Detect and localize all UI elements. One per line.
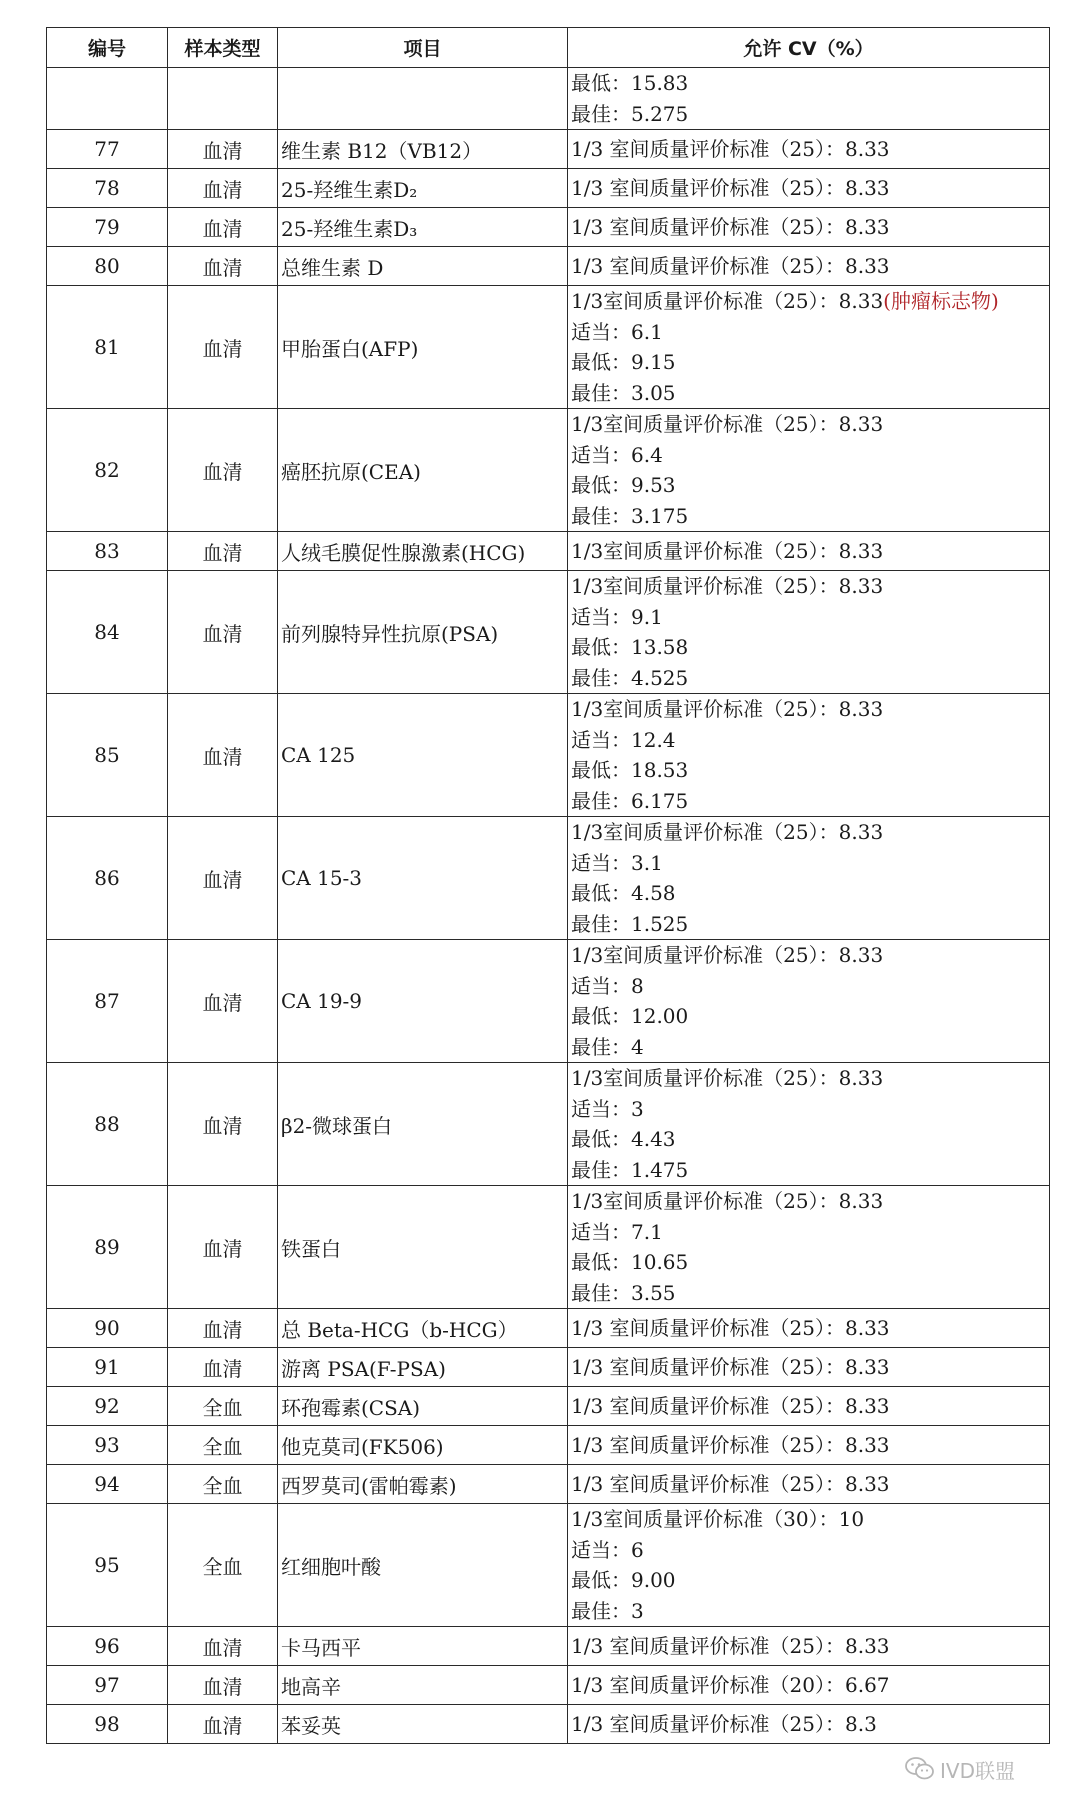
sample-type: 血清 xyxy=(168,532,278,571)
cv-line-text: 最低：13.58 xyxy=(571,635,689,659)
sample-type: 全血 xyxy=(168,1387,278,1426)
header-sample-type: 样本类型 xyxy=(168,28,278,68)
cv-line xyxy=(571,317,1049,348)
table-row xyxy=(47,409,1050,532)
sample-type: 全血 xyxy=(168,1504,278,1627)
item-name: β2-微球蛋白 xyxy=(278,1063,568,1186)
cv-line-text: 最低：9.15 xyxy=(571,350,676,374)
cv-line-text: 1/3 室间质量评价标准（25）：8.33 xyxy=(571,1433,890,1457)
allowed-cv xyxy=(568,940,1050,1063)
cv-table xyxy=(46,27,1050,1744)
sample-type: 血清 xyxy=(168,1348,278,1387)
allowed-cv xyxy=(568,694,1050,817)
cv-line xyxy=(571,532,1049,570)
cv-line xyxy=(571,1705,1049,1743)
item-name: 红细胞叶酸 xyxy=(278,1504,568,1627)
cv-line xyxy=(571,1387,1049,1425)
cv-line xyxy=(571,725,1049,756)
cv-line-text: 1/3 室间质量评价标准（20）：6.67 xyxy=(571,1673,890,1697)
cv-line-text: 最佳：3 xyxy=(571,1598,644,1623)
item-name: 铁蛋白 xyxy=(278,1186,568,1309)
cv-line xyxy=(571,909,1049,940)
cv-line-text: 1/3 室间质量评价标准（25）：8.33 xyxy=(571,176,890,200)
table-row xyxy=(47,1186,1050,1309)
allowed-cv xyxy=(568,1426,1050,1465)
table-row xyxy=(47,169,1050,208)
cv-line-text: 最佳：4.525 xyxy=(571,665,689,690)
cv-line-text: 最低：4.58 xyxy=(571,881,676,905)
sample-type: 血清 xyxy=(168,1309,278,1348)
cv-line-text: 1/3室间质量评价标准（25）：8.33 xyxy=(571,1066,884,1090)
cv-line-text: 1/3室间质量评价标准（25）：8.33 xyxy=(571,697,884,721)
allowed-cv xyxy=(568,1348,1050,1387)
cv-line-text: 适当：6.4 xyxy=(571,442,663,467)
cv-line xyxy=(571,208,1049,246)
row-number: 80 xyxy=(47,247,168,286)
cv-line xyxy=(571,571,1049,602)
item-name: 苯妥英 xyxy=(278,1705,568,1744)
header-item: 项目 xyxy=(278,28,568,68)
table-body xyxy=(47,68,1050,1744)
cv-line xyxy=(571,1426,1049,1464)
cv-line xyxy=(571,1565,1049,1596)
row-number: 87 xyxy=(47,940,168,1063)
cv-line-text: 1/3 室间质量评价标准（25）：8.33 xyxy=(571,1394,890,1418)
cv-line xyxy=(571,1535,1049,1566)
cv-line xyxy=(571,501,1049,532)
cv-line xyxy=(571,1596,1049,1627)
allowed-cv xyxy=(568,532,1050,571)
sample-type: 血清 xyxy=(168,409,278,532)
table-header-row xyxy=(47,28,1050,68)
row-number: 95 xyxy=(47,1504,168,1627)
cv-line xyxy=(571,848,1049,879)
table-row xyxy=(47,694,1050,817)
row-number: 90 xyxy=(47,1309,168,1348)
sample-type: 血清 xyxy=(168,940,278,1063)
table-row xyxy=(47,1705,1050,1744)
cv-line xyxy=(571,1124,1049,1155)
allowed-cv xyxy=(568,409,1050,532)
sample-type: 血清 xyxy=(168,1705,278,1744)
cv-line-text: 1/3 室间质量评价标准（25）：8.3 xyxy=(571,1712,877,1736)
allowed-cv xyxy=(568,68,1050,130)
cv-line xyxy=(571,68,1049,99)
cv-line-text: 1/3 室间质量评价标准（25）：8.33 xyxy=(571,137,890,161)
cv-line-text: 1/3 室间质量评价标准（25）：8.33 xyxy=(571,1634,890,1658)
sample-type: 血清 xyxy=(168,694,278,817)
cv-line xyxy=(571,130,1049,168)
table-row xyxy=(47,1426,1050,1465)
header-allowed-cv: 允许 CV（%） xyxy=(568,28,1050,68)
header-no: 编号 xyxy=(47,28,168,68)
table-row xyxy=(47,571,1050,694)
item-name: 他克莫司(FK506) xyxy=(278,1426,568,1465)
allowed-cv xyxy=(568,1186,1050,1309)
item-name: 游离 PSA(F-PSA) xyxy=(278,1348,568,1387)
table-row xyxy=(47,1666,1050,1705)
table-row xyxy=(47,1309,1050,1348)
allowed-cv xyxy=(568,169,1050,208)
table-row xyxy=(47,286,1050,409)
item-name: CA 15-3 xyxy=(278,817,568,940)
table-row xyxy=(47,247,1050,286)
sample-type: 血清 xyxy=(168,1063,278,1186)
sample-type: 全血 xyxy=(168,1465,278,1504)
item-name: 人绒毛膜促性腺激素(HCG) xyxy=(278,532,568,571)
item-name: 癌胚抗原(CEA) xyxy=(278,409,568,532)
item-name: CA 125 xyxy=(278,694,568,817)
cv-line-text: 最佳：5.275 xyxy=(571,101,689,126)
allowed-cv xyxy=(568,1465,1050,1504)
table-row xyxy=(47,208,1050,247)
cv-line xyxy=(571,1094,1049,1125)
cv-line xyxy=(571,1666,1049,1704)
cv-line xyxy=(571,99,1049,130)
cv-line-text: 适当：7.1 xyxy=(571,1219,663,1244)
item-name: 甲胎蛋白(AFP) xyxy=(278,286,568,409)
allowed-cv xyxy=(568,1063,1050,1186)
row-number: 88 xyxy=(47,1063,168,1186)
allowed-cv xyxy=(568,286,1050,409)
cv-line-text: 适当：9.1 xyxy=(571,604,663,629)
cv-line-text: 最低：4.43 xyxy=(571,1127,676,1151)
cv-line xyxy=(571,1465,1049,1503)
cv-line-text: 最低：18.53 xyxy=(571,758,689,782)
cv-line-text: 适当：8 xyxy=(571,973,644,998)
cv-line-text: 1/3 室间质量评价标准（25）：8.33 xyxy=(571,1472,890,1496)
allowed-cv xyxy=(568,247,1050,286)
cv-line-text: 1/3室间质量评价标准（30）：10 xyxy=(571,1507,865,1531)
cv-line xyxy=(571,602,1049,633)
cv-line xyxy=(571,663,1049,694)
cv-line-text: 最佳：1.525 xyxy=(571,911,689,936)
item-name: 维生素 B12（VB12） xyxy=(278,130,568,169)
cv-line-text: 最佳：4 xyxy=(571,1034,644,1059)
cv-line xyxy=(571,632,1049,663)
sample-type: 血清 xyxy=(168,1666,278,1705)
table-row xyxy=(47,1627,1050,1666)
cv-line-text: 1/3 室间质量评价标准（25）：8.33 xyxy=(571,1316,890,1340)
sample-type: 血清 xyxy=(168,169,278,208)
sample-type: 血清 xyxy=(168,130,278,169)
row-number: 96 xyxy=(47,1627,168,1666)
cv-line xyxy=(571,817,1049,848)
cv-line-text: 最低：10.65 xyxy=(571,1250,689,1274)
cv-line-text: 1/3室间质量评价标准（25）：8.33 xyxy=(571,412,884,436)
cv-line-text: 适当：6.1 xyxy=(571,319,663,344)
cv-line xyxy=(571,786,1049,817)
cv-line xyxy=(571,1627,1049,1665)
row-number: 94 xyxy=(47,1465,168,1504)
table-row xyxy=(47,130,1050,169)
sample-type: 血清 xyxy=(168,1186,278,1309)
allowed-cv xyxy=(568,1705,1050,1744)
allowed-cv xyxy=(568,1309,1050,1348)
table-row xyxy=(47,532,1050,571)
sample-type: 血清 xyxy=(168,571,278,694)
cv-line-text: 最佳：3.55 xyxy=(571,1280,676,1305)
sample-type: 血清 xyxy=(168,208,278,247)
item-name xyxy=(278,68,568,130)
cv-line-text: 最佳：3.175 xyxy=(571,503,689,528)
cv-line xyxy=(571,1348,1049,1386)
row-number: 91 xyxy=(47,1348,168,1387)
cv-line-text: 1/3室间质量评价标准（25）：8.33 xyxy=(571,943,884,967)
cv-line-text: 最低：9.00 xyxy=(571,1568,676,1592)
item-name: 前列腺特异性抗原(PSA) xyxy=(278,571,568,694)
allowed-cv xyxy=(568,1504,1050,1627)
cv-line xyxy=(571,286,1049,317)
row-number: 93 xyxy=(47,1426,168,1465)
allowed-cv xyxy=(568,1627,1050,1666)
cv-line-text: 适当：3.1 xyxy=(571,850,663,875)
sample-type: 血清 xyxy=(168,817,278,940)
row-number: 77 xyxy=(47,130,168,169)
cv-line-text: 1/3室间质量评价标准（25）：8.33 xyxy=(571,574,884,598)
cv-line xyxy=(571,247,1049,285)
item-name: 总维生素 D xyxy=(278,247,568,286)
cv-line-text: 最佳：1.475 xyxy=(571,1157,689,1182)
item-name: 地高辛 xyxy=(278,1666,568,1705)
wechat-icon xyxy=(905,1756,935,1782)
cv-line xyxy=(571,169,1049,207)
item-name: 西罗莫司(雷帕霉素) xyxy=(278,1465,568,1504)
row-number: 82 xyxy=(47,409,168,532)
table-row xyxy=(47,1348,1050,1387)
allowed-cv xyxy=(568,571,1050,694)
row-number: 97 xyxy=(47,1666,168,1705)
table-row xyxy=(47,1465,1050,1504)
table-row xyxy=(47,940,1050,1063)
cv-line xyxy=(571,1001,1049,1032)
cv-line xyxy=(571,971,1049,1002)
cv-line-text: 最低：15.83 xyxy=(571,71,689,95)
table-row xyxy=(47,1063,1050,1186)
cv-line xyxy=(571,1155,1049,1186)
row-number: 84 xyxy=(47,571,168,694)
sample-type: 血清 xyxy=(168,286,278,409)
sample-type xyxy=(168,68,278,130)
sample-type: 血清 xyxy=(168,247,278,286)
item-name: 25-羟维生素D₂ xyxy=(278,169,568,208)
cv-line-text: 1/3 室间质量评价标准（25）：8.33 xyxy=(571,1355,890,1379)
cv-line-text: 适当：12.4 xyxy=(571,727,676,752)
allowed-cv xyxy=(568,1387,1050,1426)
cv-line-text: 最佳：6.175 xyxy=(571,788,689,813)
tumor-marker-note: (肿瘤标志物) xyxy=(883,289,999,313)
cv-line xyxy=(571,1504,1049,1535)
allowed-cv xyxy=(568,817,1050,940)
cv-line-text: 1/3室间质量评价标准（25）：8.33 xyxy=(571,1189,884,1213)
cv-line-text: 1/3 室间质量评价标准（25）：8.33 xyxy=(571,215,890,239)
cv-line xyxy=(571,347,1049,378)
row-number: 92 xyxy=(47,1387,168,1426)
cv-line xyxy=(571,694,1049,725)
cv-line xyxy=(571,440,1049,471)
row-number: 98 xyxy=(47,1705,168,1744)
item-name: CA 19-9 xyxy=(278,940,568,1063)
cv-line-text: 适当：3 xyxy=(571,1096,644,1121)
cv-line xyxy=(571,1278,1049,1309)
sample-type: 全血 xyxy=(168,1426,278,1465)
row-number: 86 xyxy=(47,817,168,940)
item-name: 总 Beta-HCG（b-HCG） xyxy=(278,1309,568,1348)
allowed-cv xyxy=(568,208,1050,247)
row-number: 83 xyxy=(47,532,168,571)
row-number xyxy=(47,68,168,130)
table-row xyxy=(47,817,1050,940)
cv-line xyxy=(571,409,1049,440)
watermark-text: IVD联盟 xyxy=(940,1758,1015,1783)
allowed-cv xyxy=(568,1666,1050,1705)
cv-line xyxy=(571,378,1049,409)
item-name: 环孢霉素(CSA) xyxy=(278,1387,568,1426)
cv-line-text: 1/3 室间质量评价标准（25）：8.33 xyxy=(571,254,890,278)
cv-line-text: 最低：12.00 xyxy=(571,1004,689,1028)
cv-line-text: 最佳：3.05 xyxy=(571,380,676,405)
row-number: 85 xyxy=(47,694,168,817)
row-number: 89 xyxy=(47,1186,168,1309)
table-row xyxy=(47,1387,1050,1426)
cv-line xyxy=(571,1032,1049,1063)
cv-line xyxy=(571,470,1049,501)
item-name: 卡马西平 xyxy=(278,1627,568,1666)
cv-line xyxy=(571,1186,1049,1217)
item-name: 25-羟维生素D₃ xyxy=(278,208,568,247)
cv-line-text: 1/3室间质量评价标准（25）：8.33 xyxy=(571,820,884,844)
cv-line-text: 最低：9.53 xyxy=(571,473,676,497)
cv-line xyxy=(571,1309,1049,1347)
cv-line-text: 1/3室间质量评价标准（25）：8.33 xyxy=(571,539,884,563)
row-number: 79 xyxy=(47,208,168,247)
cv-line xyxy=(571,940,1049,971)
row-number: 78 xyxy=(47,169,168,208)
row-number: 81 xyxy=(47,286,168,409)
watermark xyxy=(905,1752,1015,1786)
table-row xyxy=(47,1504,1050,1627)
sample-type: 血清 xyxy=(168,1627,278,1666)
cv-line xyxy=(571,1247,1049,1278)
cv-line-text: 1/3室间质量评价标准（25）：8.33 xyxy=(571,289,884,313)
table-row xyxy=(47,68,1050,130)
cv-line xyxy=(571,755,1049,786)
cv-line xyxy=(571,1063,1049,1094)
cv-line-text: 适当：6 xyxy=(571,1537,644,1562)
allowed-cv xyxy=(568,130,1050,169)
cv-line xyxy=(571,878,1049,909)
cv-line xyxy=(571,1217,1049,1248)
